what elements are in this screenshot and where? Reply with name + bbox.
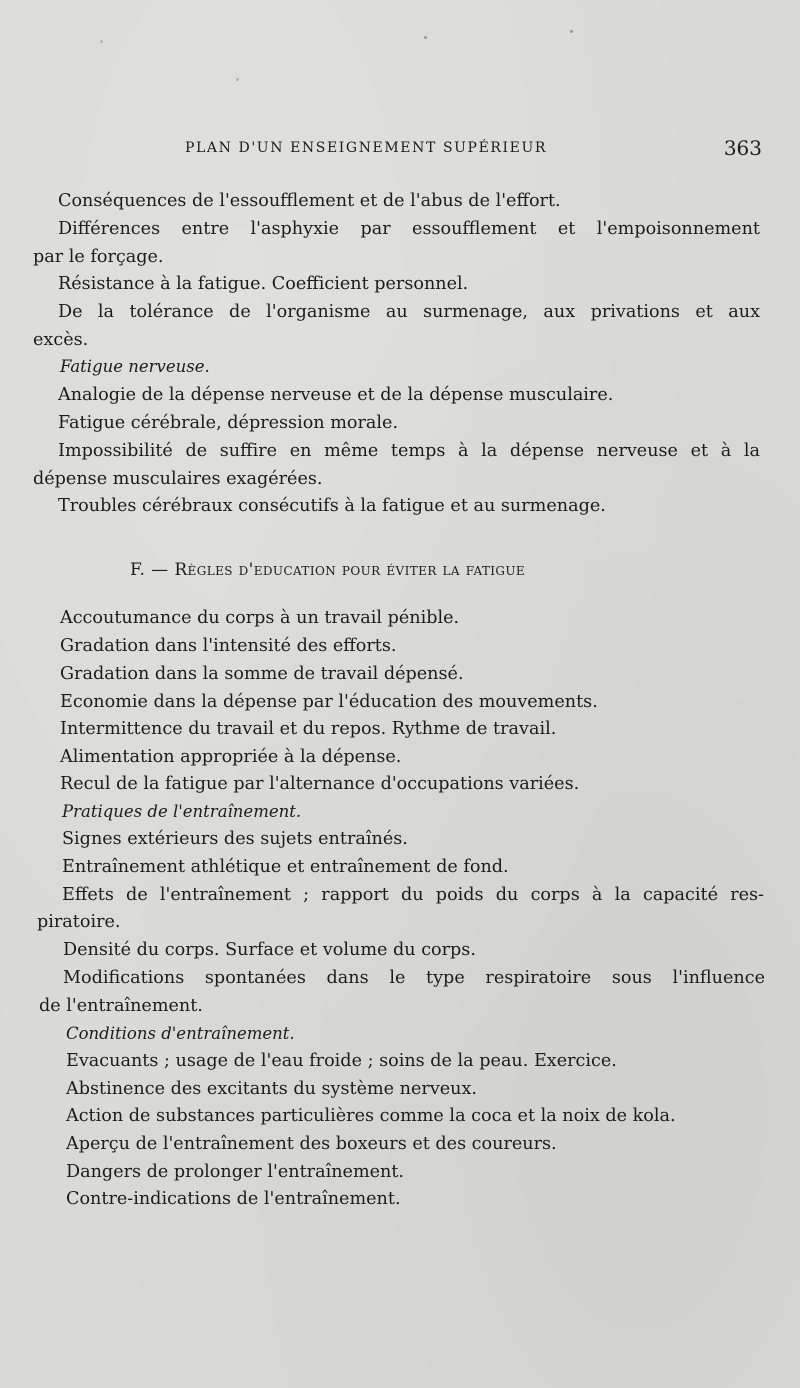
text-line: Gradation dans la somme de travail dépensé. [60,664,464,684]
text-line: dépense musculaires exagérées. [33,469,323,489]
text-line: Analogie de la dépense nerveuse et de la dépense musculaire. [58,385,614,405]
text-line: Recul de la fatigue par l'alternance d'occupations variées. [60,774,580,794]
text-line: Alimentation appropriée à la dépense. [60,747,402,767]
text-line: Abstinence des excitants du système nerveux. [66,1079,478,1099]
text-line: De la tolérance de l'organisme au surmenage, aux privations et aux [58,302,760,322]
subsection-title: Pratiques de l'entraînement. [62,802,302,821]
text-line: Intermittence du travail et du repos. Rythme de travail. [60,719,557,739]
page-header [185,136,762,160]
text-line: Troubles cérébraux consécutifs à la fatigue et au surmenage. [58,496,606,516]
text-line: Différences entre l'asphyxie par essoufflement et l'empoisonnement [58,219,760,239]
running-title: PLAN D'UN ENSEIGNEMENT SUPÉRIEUR [185,140,548,156]
text-line: par le forçage. [33,247,164,267]
subsection-title: Fatigue nerveuse. [60,357,210,376]
text-line: Action de substances particulières comme la coca et la noix de kola. [66,1106,676,1126]
text-line: Conséquences de l'essoufflement et de l'abus de l'effort. [58,191,561,211]
text-line: Effets de l'entraînement ; rapport du poids du corps à la capacité res- [62,885,764,905]
text-line: de l'entraînement. [39,996,203,1016]
text-line: Impossibilité de suffire en même temps à la dépense nerveuse et à la [58,441,760,461]
page-number: 363 [723,136,762,160]
text-line: Résistance à la fatigue. Coefficient personnel. [58,274,469,294]
section-heading: F. — Règles d'education pour éviter la fatigue [130,560,526,580]
text-line: Densité du corps. Surface et volume du corps. [63,940,476,960]
text-line: Gradation dans l'intensité des efforts. [60,636,397,656]
text-line: Entraînement athlétique et entraînement de fond. [62,857,509,877]
text-line: Evacuants ; usage de l'eau froide ; soins de la peau. Exercice. [66,1051,617,1071]
text-line: Dangers de prolonger l'entraînement. [66,1162,405,1182]
text-line: Signes extérieurs des sujets entraînés. [62,829,408,849]
text-line: Modifications spontanées dans le type respiratoire sous l'influence [63,968,765,988]
text-line: Accoutumance du corps à un travail pénible. [60,608,460,628]
text-line: excès. [33,330,89,350]
scan-speck [570,30,573,33]
scan-speck [100,40,103,43]
scan-speck [236,78,239,81]
text-line: Fatigue cérébrale, dépression morale. [58,413,399,433]
scan-speck [424,36,427,39]
text-line: Contre-indications de l'entraînement. [66,1189,401,1209]
text-line: piratoire. [37,912,121,932]
text-line: Aperçu de l'entraînement des boxeurs et des coureurs. [66,1134,557,1154]
text-line: Economie dans la dépense par l'éducation des mouvements. [60,692,598,712]
subsection-title: Conditions d'entraînement. [66,1024,295,1043]
